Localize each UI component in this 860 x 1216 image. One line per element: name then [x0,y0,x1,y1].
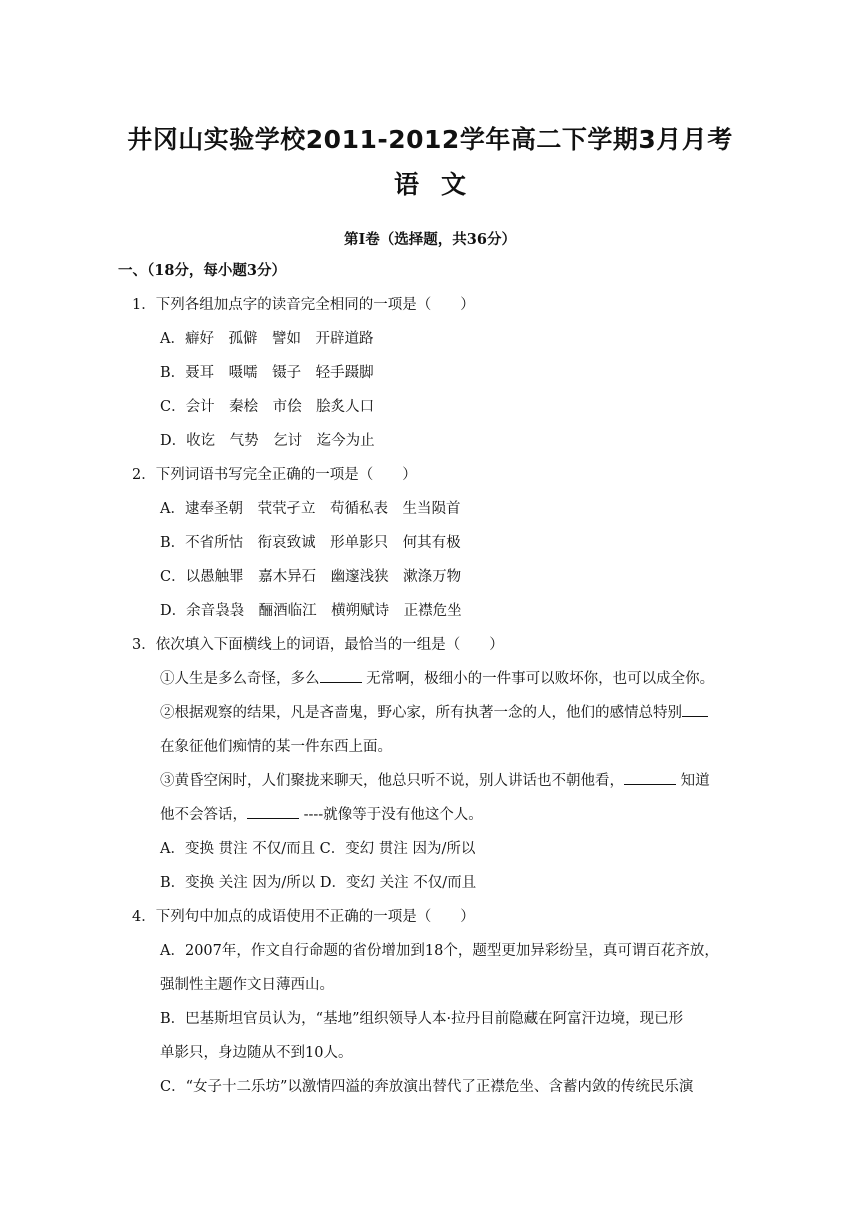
q2-stem: 2．下列词语书写完全正确的一项是（ ） [132,467,417,483]
q3-blank-2 [682,702,708,717]
part1-heading: 一、（18分，每小题3分） [118,262,287,279]
q4-option-b-line2: 单影只，身边随从不到10人。 [160,1045,353,1061]
q3-s1-part-a: ①人生是多么奇怪，多么 [160,671,320,687]
q4-option-a-line1: A．2007年，作文自行命题的省份增加到18个，题型更加异彩纷呈，真可谓百花齐放， [160,943,719,959]
q3-s3-part-b: 知道 [680,773,710,789]
q1-option-c: C．会计 秦桧 市侩 脍炙人口 [160,399,375,415]
q3-sentence-3-cont [160,804,483,826]
exam-title: 井冈山实验学校2011-2012学年高二下学期3月月考 [127,125,733,154]
volume-heading: 第Ⅰ卷（选择题，共36分） [344,231,516,248]
q3-blank-3 [624,770,676,785]
q3-blank-1 [320,668,362,683]
q3-stem: 3．依次填入下面横线上的词语，最恰当的一组是（ ） [132,637,504,653]
q3-options-bd: B．变换 关注 因为/所以 D．变幻 关注 不仅/而且 [160,875,477,891]
q3-s2-part-b: 在象征他们痴情的某一件东西上面。 [160,739,392,755]
q3-sentence-2 [160,702,708,724]
q4-stem: 4．下列句中加点的成语使用不正确的一项是（ ） [132,909,475,925]
q3-s1-part-b: 无常啊，极细小的一件事可以败坏你，也可以成全你。 [366,671,715,687]
q3-sentence-1 [160,668,714,690]
q1-option-b: B．聂耳 嗫嚅 镊子 轻手蹑脚 [160,365,374,381]
q1-stem: 1．下列各组加点字的读音完全相同的一项是（ ） [132,297,475,313]
q3-s3-part-a: ③黄昏空闲时，人们聚拢来聊天，他总只听不说，别人讲话也不朝他看， [160,773,624,789]
q2-option-a: A．逮奉圣朝 茕茕孑立 苟循私表 生当陨首 [160,501,461,517]
q3-s3-part-c: 他不会答话， [160,807,247,823]
q3-sentence-3 [160,770,710,792]
q1-option-d: D．收讫 气势 乞讨 迄今为止 [160,433,375,449]
q2-option-d: D．余音袅袅 酾酒临江 横朔赋诗 正襟危坐 [160,603,462,619]
q4-option-b-line1: B．巴基斯坦官员认为，“基地”组织领导人本·拉丹目前隐藏在阿富汗边境，现已形 [160,1011,684,1027]
q3-s2-part-a: ②根据观察的结果，凡是吝啬鬼，野心家，所有执著一念的人，他们的感情总特别 [160,705,682,721]
q3-s3-part-d: ----就像等于没有他这个人。 [303,807,483,823]
q3-blank-4 [247,804,299,819]
q4-option-c-line1: C．“女子十二乐坊”以激情四溢的奔放演出替代了正襟危坐、含蓄内敛的传统民乐演 [160,1079,694,1095]
q2-option-b: B．不省所怙 衔哀致诚 形单影只 何其有极 [160,535,461,551]
q2-option-c: C．以愚触罪 嘉木异石 幽邃浅狭 漱涤万物 [160,569,462,585]
q4-option-a-line2: 强制性主题作文日薄西山。 [160,977,334,993]
q3-options-ac: A．变换 贯注 不仅/而且 C．变幻 贯注 因为/所以 [160,841,476,857]
subject-title: 语文 [393,170,488,199]
q1-option-a: A．癖好 孤僻 譬如 开辟道路 [160,331,374,347]
